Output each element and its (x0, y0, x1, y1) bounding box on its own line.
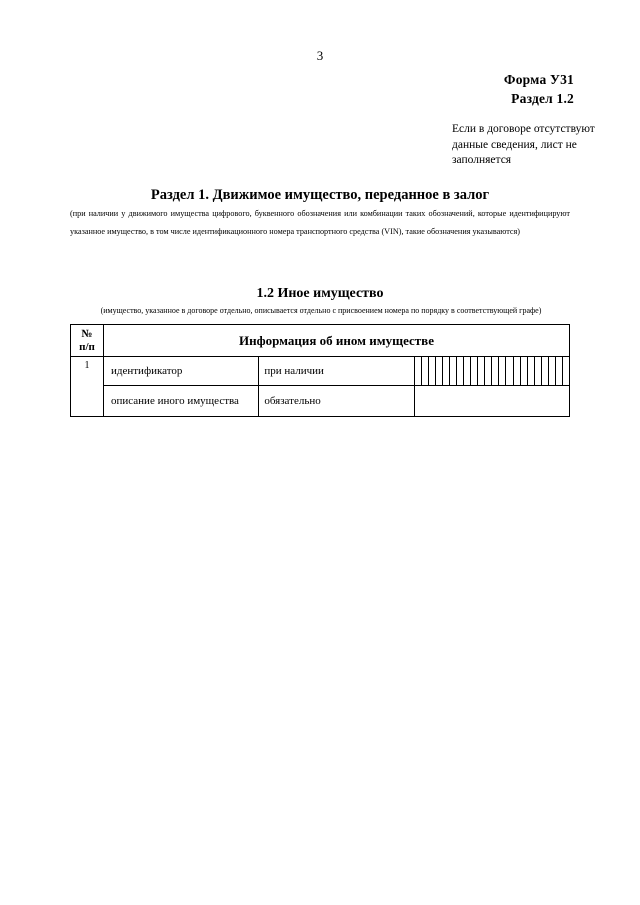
description-input-area[interactable] (414, 386, 569, 417)
character-box[interactable] (514, 357, 521, 385)
character-box[interactable] (528, 357, 535, 385)
form-note: Если в договоре отсутствуют данные сведения, лист не заполняется (452, 123, 595, 166)
character-box[interactable] (415, 357, 422, 385)
character-box[interactable] (485, 357, 492, 385)
header-cell-info: Информация об ином имуществе (104, 325, 570, 357)
row-label-identifier: идентификатор (104, 357, 259, 386)
header-cell-number (71, 325, 104, 357)
character-box[interactable] (542, 357, 549, 385)
character-box[interactable] (492, 357, 499, 385)
header-number-line1: № (81, 328, 93, 340)
row-label-description: описание иного имущества (104, 386, 259, 417)
form-header-block (504, 70, 574, 108)
row-number-cell: 1 (71, 357, 104, 417)
character-box[interactable] (471, 357, 478, 385)
table-header-row (71, 325, 570, 357)
table-row (71, 357, 570, 386)
character-box[interactable] (556, 357, 563, 385)
other-property-table (70, 324, 570, 417)
identifier-input-boxes[interactable] (414, 357, 569, 386)
character-box[interactable] (464, 357, 471, 385)
character-box[interactable] (422, 357, 429, 385)
section-1-note: (при наличии у движимого имущества цифрового, буквенного обозначения или комбинации таких обозначений, которые идентифицируют указанное имущество, в том числе идентификационного номера транспортного средства (VIN), такие обозначения указываются) (70, 209, 570, 236)
character-box[interactable] (535, 357, 542, 385)
character-box[interactable] (436, 357, 443, 385)
character-box[interactable] (499, 357, 506, 385)
character-box[interactable] (549, 357, 556, 385)
character-box[interactable] (450, 357, 457, 385)
character-box[interactable] (563, 357, 569, 385)
header-number-line2: п/п (79, 340, 95, 353)
character-box[interactable] (429, 357, 436, 385)
section-1-heading: Раздел 1. Движимое имущество, переданное в залог (150, 187, 490, 203)
character-box[interactable] (478, 357, 485, 385)
subsection-1-2-heading: 1.2 Иное имущество (256, 286, 384, 301)
row-requirement-description: обязательно (259, 386, 414, 417)
subsection-1-2-note: (имущество, указанное в договоре отдельно, описывается отдельно с присвоением номера по порядку в соответствующей графе) (100, 306, 542, 315)
row-requirement-identifier: при наличии (259, 357, 414, 386)
character-box[interactable] (443, 357, 450, 385)
character-box[interactable] (521, 357, 528, 385)
page-number: 3 (316, 48, 324, 63)
form-label: Форма У31 (503, 72, 574, 87)
form-section-label: Раздел 1.2 (511, 91, 574, 106)
table-row (71, 386, 570, 417)
character-box[interactable] (457, 357, 464, 385)
character-box[interactable] (506, 357, 513, 385)
character-box-strip[interactable] (415, 357, 569, 385)
